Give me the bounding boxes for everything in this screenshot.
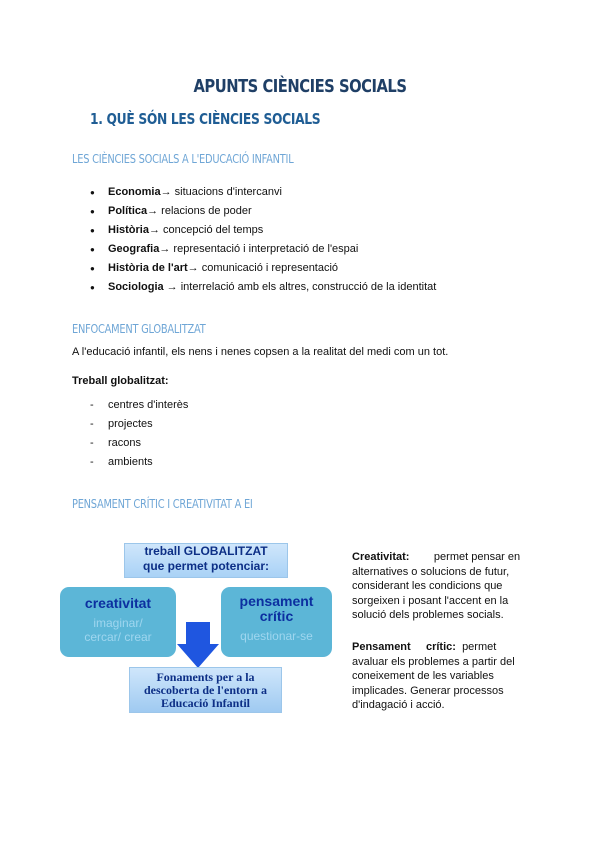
pensament-box: pensament crític questionar-se: [221, 587, 332, 657]
creativitat-definition: Creativitat: permet pensar en alternatives o solucions de futur, considerant les condicions que sorgeixen i posant l'accent en la solució dels problemes socials.: [352, 551, 521, 621]
list-item: - centres d'interès: [90, 396, 188, 415]
creativitat-box: creativitat imaginar/ cercar/ crear: [60, 587, 176, 657]
list-item: - ambients: [90, 453, 188, 472]
list-item: ● Història de l'art→ comunicació i representació: [90, 259, 436, 278]
subheading-globalized: ENFOCAMENT GLOBALITZAT: [72, 322, 206, 336]
diagram-bottom-box: Fonaments per a la descoberta de l'entorn a Educació Infantil: [129, 667, 282, 713]
pensament-definition: Pensament crític: permet avaluar els problemes a partir del coneixement de les variables implicades. Generar processos d'indagació i acció.: [352, 641, 515, 711]
list-item: ● Geografia→ representació i interpretació de l'espai: [90, 240, 436, 259]
list-item: ● Política→ relacions de poder: [90, 202, 436, 221]
disciplines-list: [90, 183, 436, 297]
list-item: ● Història→ concepció del temps: [90, 221, 436, 240]
list-item: ● Sociologia → interrelació amb els altres, construcció de la identitat: [90, 278, 436, 297]
paragraph: A l'educació infantil, els nens i nenes copsen a la realitat del medi com un tot.: [72, 346, 449, 358]
page-title: APUNTS CIÈNCIES SOCIALS: [193, 76, 407, 97]
concept-diagram: [58, 543, 334, 713]
treball-label: Treball globalitzat:: [72, 375, 169, 387]
section-heading: 1. QUÈ SÓN LES CIÈNCIES SOCIALS: [90, 110, 321, 128]
list-item: ● Economia→ situacions d'intercanvi: [90, 183, 436, 202]
diagram-top-box: treball GLOBALITZAT que permet potenciar:: [124, 543, 288, 578]
subheading-critical-thinking: PENSAMENT CRÍTIC I CREATIVITAT A EI: [72, 497, 253, 511]
subheading-social-sciences: LES CIÈNCIES SOCIALS A L'EDUCACIÓ INFANTIL: [72, 152, 294, 166]
down-arrow-icon: [177, 622, 219, 668]
list-item: - projectes: [90, 415, 188, 434]
treball-list: [90, 396, 188, 472]
list-item: - racons: [90, 434, 188, 453]
